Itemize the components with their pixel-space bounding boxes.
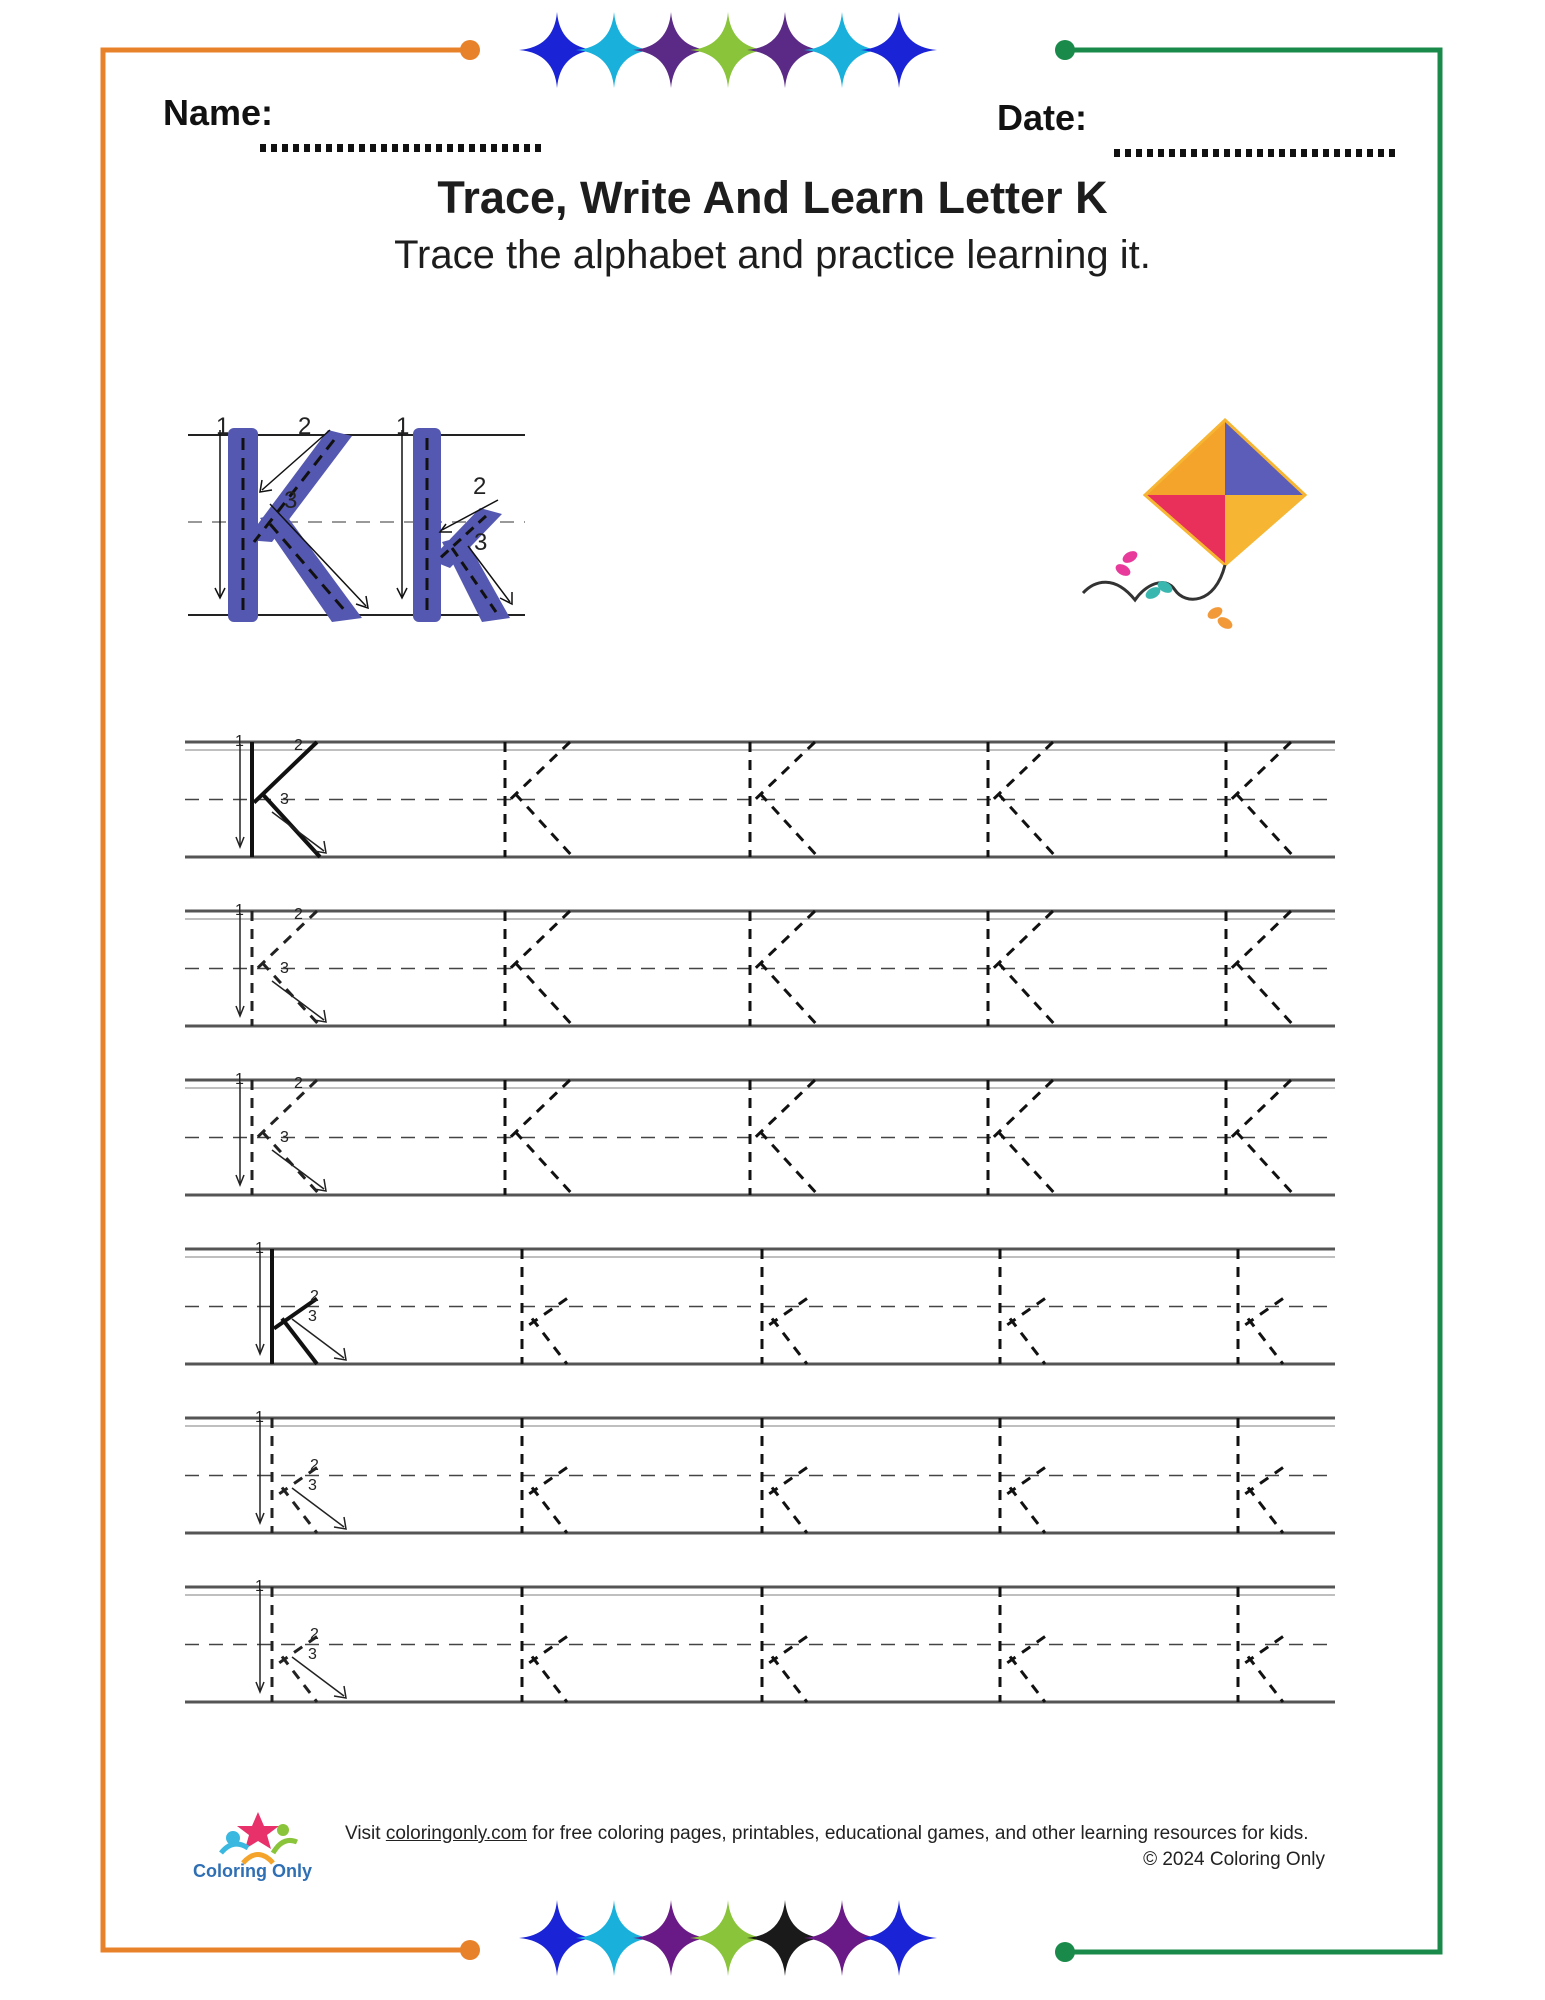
letter-stroke — [760, 794, 818, 858]
practice-row[interactable] — [185, 733, 1335, 857]
stroke-number-2: 2 — [310, 1626, 319, 1643]
stroke-number-2: 2 — [294, 906, 303, 923]
stroke-number-3: 3 — [308, 1477, 317, 1494]
date-field[interactable] — [1112, 147, 1402, 159]
letter-stroke — [515, 1132, 573, 1196]
letter-stroke — [515, 794, 573, 858]
letter-stroke — [998, 963, 1056, 1027]
name-label: Name: — [163, 92, 274, 133]
stroke-number-1: 1 — [216, 413, 230, 440]
footer-link[interactable]: coloringonly.com — [385, 1823, 527, 1844]
letter-stroke — [764, 1637, 807, 1667]
footer-text — [345, 1819, 1325, 1849]
letter-stroke — [1240, 1637, 1283, 1667]
letter-stroke — [1248, 1657, 1283, 1703]
lowercase-k-model — [413, 428, 510, 622]
letter-stroke — [998, 794, 1056, 858]
stroke-number-3: 3 — [280, 960, 289, 977]
letter-stroke — [1002, 1468, 1045, 1498]
practice-row[interactable] — [185, 1240, 1335, 1364]
letter-stroke — [1236, 794, 1294, 858]
letter-stroke — [1248, 1488, 1283, 1534]
stroke-number-2: 2 — [473, 473, 487, 500]
letter-stroke — [524, 1637, 567, 1667]
stroke-number-1: 1 — [255, 1409, 264, 1426]
stroke-number-3: 3 — [284, 487, 298, 514]
stroke-number-2: 2 — [310, 1457, 319, 1474]
letter-stroke — [1240, 1299, 1283, 1329]
letter-stroke — [532, 1319, 567, 1365]
date-label: Date: — [997, 97, 1088, 138]
letter-stroke — [772, 1657, 807, 1703]
letter-stroke — [262, 963, 320, 1027]
uppercase-k-model — [228, 428, 362, 622]
kite-icon — [1075, 415, 1315, 635]
letter-stroke — [772, 1319, 807, 1365]
stroke-number-2: 2 — [310, 1288, 319, 1305]
stroke-number-3: 3 — [308, 1646, 317, 1663]
stroke-number-1: 1 — [235, 1071, 244, 1088]
letter-stroke — [760, 1132, 818, 1196]
stroke-number-2: 2 — [294, 737, 303, 754]
stroke-number-2: 2 — [294, 1075, 303, 1092]
name-field[interactable] — [258, 142, 548, 154]
footer-visit-prefix: Visit — [345, 1823, 386, 1844]
letter-stroke — [1236, 963, 1294, 1027]
practice-row[interactable] — [185, 1409, 1335, 1533]
letter-stroke — [262, 794, 320, 858]
letter-stroke — [524, 1468, 567, 1498]
letter-stroke — [772, 1488, 807, 1534]
practice-row[interactable] — [185, 902, 1335, 1026]
letter-model-kk — [180, 400, 540, 640]
coloring-only-logo — [213, 1808, 303, 1868]
stroke-number-3: 3 — [308, 1308, 317, 1325]
page-title: Trace, Write And Learn Letter K — [437, 172, 1108, 223]
letter-stroke — [532, 1657, 567, 1703]
letter-stroke — [1236, 1132, 1294, 1196]
letter-stroke — [1010, 1657, 1045, 1703]
letter-stroke — [1240, 1468, 1283, 1498]
copyright: © 2024 Coloring Only — [1143, 1849, 1325, 1870]
letter-stroke — [764, 1299, 807, 1329]
logo-text: Coloring Only — [193, 1861, 312, 1881]
letter-stroke — [1010, 1319, 1045, 1365]
stroke-number-3: 3 — [280, 1129, 289, 1146]
letter-stroke — [998, 1132, 1056, 1196]
stroke-number-3: 3 — [280, 791, 289, 808]
stroke-number-1: 1 — [255, 1240, 264, 1257]
footer-visit-suffix: for free coloring pages, printables, educational games, and other learning resources for kids. — [527, 1823, 1309, 1844]
sparkle-icon — [861, 12, 937, 88]
practice-grid — [180, 720, 1350, 1720]
letter-stroke — [760, 963, 818, 1027]
page-subtitle: Trace the alphabet and practice learning it. — [394, 233, 1151, 277]
letter-stroke — [764, 1468, 807, 1498]
stroke-number-1: 1 — [235, 902, 244, 919]
letter-stroke — [1002, 1637, 1045, 1667]
stroke-number-3: 3 — [474, 529, 488, 556]
letter-stroke — [1010, 1488, 1045, 1534]
letter-stroke — [524, 1299, 567, 1329]
letter-stroke — [262, 1132, 320, 1196]
letter-stroke — [1248, 1319, 1283, 1365]
sparkle-icon — [861, 1900, 937, 1976]
practice-row[interactable] — [185, 1578, 1335, 1702]
stroke-number-2: 2 — [298, 413, 312, 440]
stroke-number-1: 1 — [235, 733, 244, 750]
stroke-number-1: 1 — [396, 413, 410, 440]
sparkle-row-top — [519, 12, 937, 88]
letter-stroke — [532, 1488, 567, 1534]
practice-row[interactable] — [185, 1071, 1335, 1195]
sparkle-row-bottom — [519, 1900, 937, 1976]
stroke-number-1: 1 — [255, 1578, 264, 1595]
letter-stroke — [515, 963, 573, 1027]
letter-stroke — [1002, 1299, 1045, 1329]
